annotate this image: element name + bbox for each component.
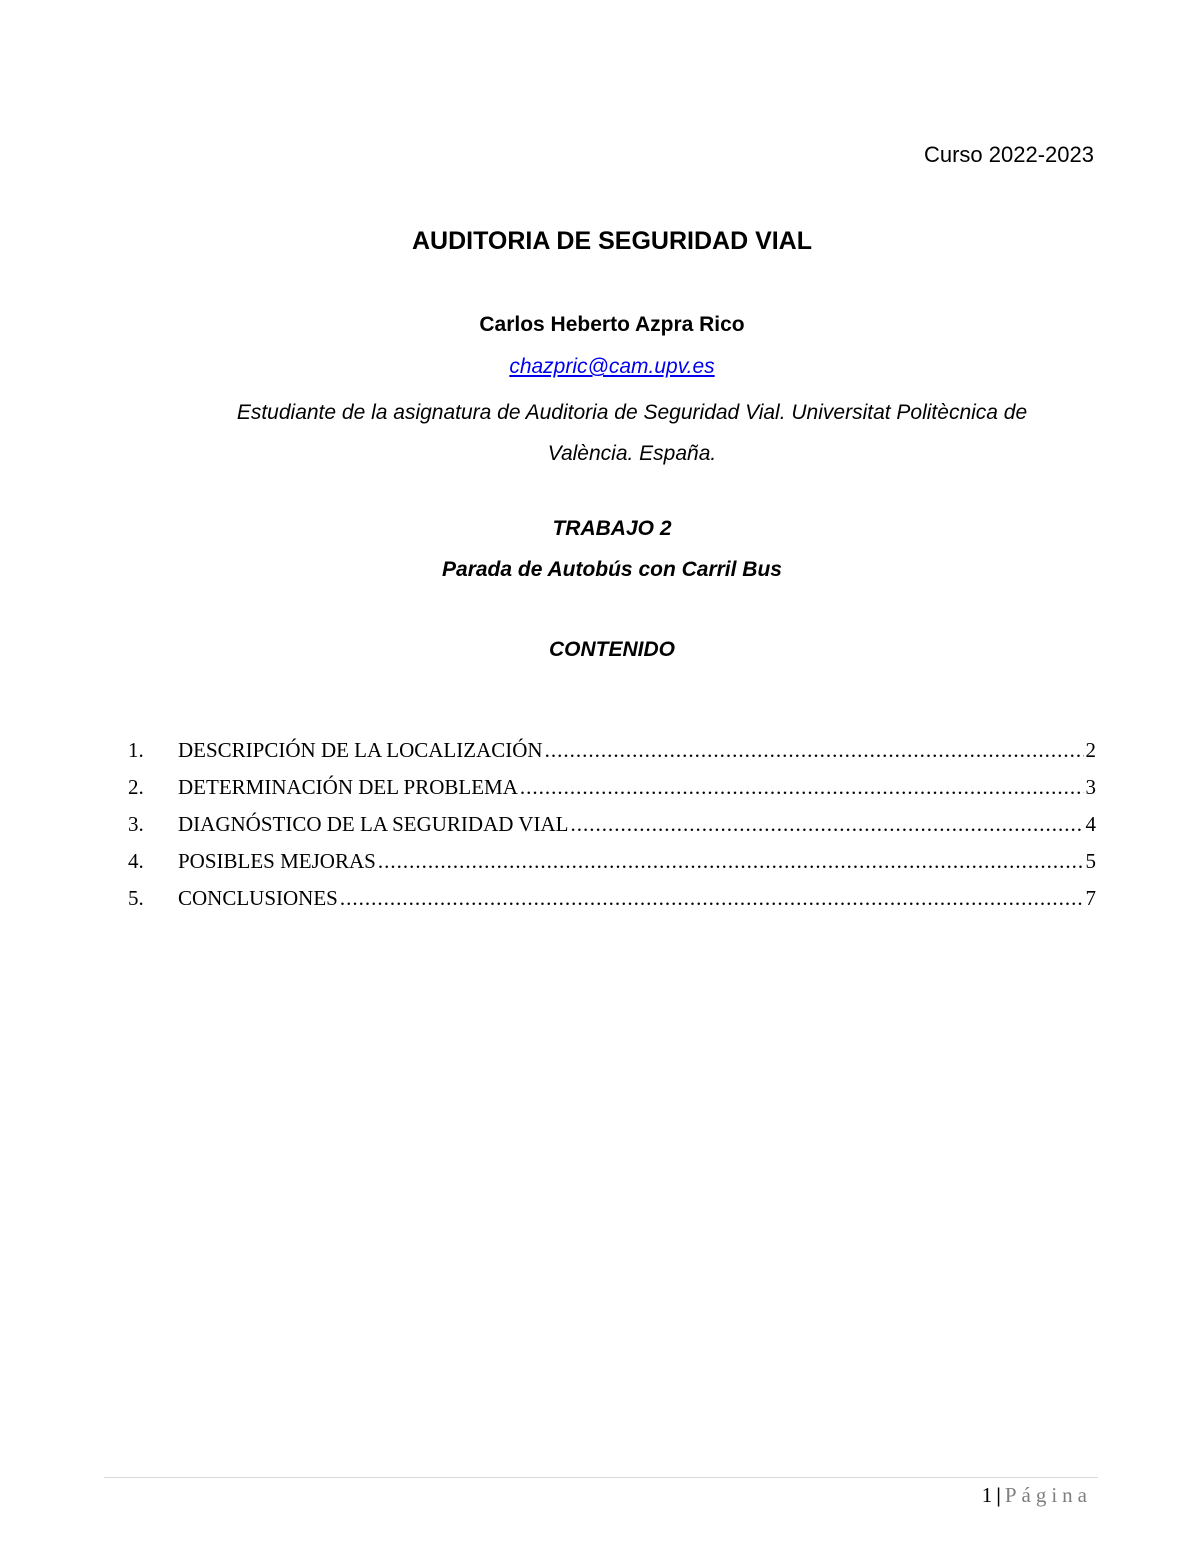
toc-item-label: CONCLUSIONES (178, 886, 338, 910)
author-name: Carlos Heberto Azpra Rico (479, 313, 745, 336)
toc-dot-leader (570, 809, 1083, 839)
toc-item-page: 2 (1085, 738, 1096, 762)
toc-item[interactable] (128, 735, 1096, 772)
toc-item-page: 4 (1085, 812, 1096, 836)
toc-item-page: 7 (1085, 886, 1096, 910)
toc-item-label: DIAGNÓSTICO DE LA SEGURIDAD VIAL (178, 812, 569, 836)
toc-dot-leader (520, 772, 1084, 802)
toc-dot-leader (545, 735, 1084, 765)
author-email-link[interactable]: chazpric@cam.upv.es (509, 355, 715, 378)
footer-divider (104, 1477, 1098, 1478)
toc-item[interactable] (128, 809, 1096, 846)
toc-item[interactable] (128, 772, 1096, 809)
toc-item-label: POSIBLES MEJORAS (178, 849, 376, 873)
toc-item-number: 1. (128, 738, 144, 762)
document-title: AUDITORIA DE SEGURIDAD VIAL (411, 227, 813, 255)
table-of-contents (128, 735, 1096, 920)
toc-dot-leader (340, 883, 1084, 913)
toc-item[interactable] (128, 883, 1096, 920)
footer-page-word: Página (1004, 1483, 1092, 1507)
author-affiliation (110, 392, 1154, 474)
course-year: Curso 2022-2023 (923, 142, 1094, 167)
toc-item-number: 5. (128, 886, 144, 910)
author-email-line (130, 352, 1094, 382)
footer-page-number: 1 (981, 1483, 993, 1507)
toc-item-page: 5 (1085, 849, 1096, 873)
toc-item-number: 3. (128, 812, 144, 836)
toc-item-label: DESCRIPCIÓN DE LA LOCALIZACIÓN (178, 738, 543, 762)
toc-dot-leader (378, 846, 1084, 876)
work-subtitle: Parada de Autobús con Carril Bus (442, 558, 782, 581)
toc-item-number: 4. (128, 849, 144, 873)
page-footer (982, 1480, 1092, 1510)
footer-separator: | (996, 1483, 1001, 1507)
toc-item-page: 3 (1085, 775, 1096, 799)
work-title: TRABAJO 2 (552, 517, 672, 540)
toc-item[interactable] (128, 846, 1096, 883)
contents-heading: CONTENIDO (549, 638, 675, 661)
affiliation-line-2: València. España. (547, 442, 717, 465)
toc-item-label: DETERMINACIÓN DEL PROBLEMA (178, 775, 518, 799)
affiliation-line-1: Estudiante de la asignatura de Auditoria de Seguridad Vial. Universitat Politècnica de (236, 401, 1028, 424)
toc-item-number: 2. (128, 775, 144, 799)
